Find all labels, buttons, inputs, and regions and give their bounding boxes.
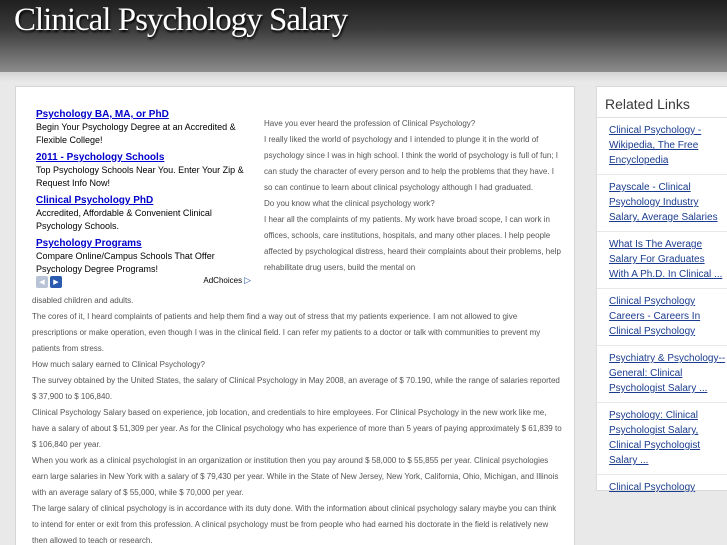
related-link-line[interactable]: Clinical Psychology <box>609 482 696 493</box>
related-link-line[interactable]: Clinical Psychology - <box>609 125 702 136</box>
related-link-item[interactable] <box>597 232 727 289</box>
related-link-line[interactable]: Psychology Industry <box>609 197 699 208</box>
related-link-item[interactable] <box>597 403 727 475</box>
intro-paragraph: Have you ever heard the profession of Clinical Psychology? <box>264 119 476 128</box>
related-link-item[interactable] <box>597 346 727 403</box>
ad-navigation <box>36 275 251 289</box>
body-paragraph: Clinical Psychology Salary based on experience, job location, and credentials to hire employees. For Clinical Psychology in the new work like me, have a salary of about $ 51,309 per year. As for the Clinical psychology who has experience of more than 5 years of paying approximately $ 61,839 to $ 106,840 per year. <box>32 408 562 449</box>
related-link-line[interactable]: Psychologist Salary ... <box>609 383 708 394</box>
intro-paragraph: I hear all the complaints of my patients. My work have broad scope, I can work in offices, schools, care institutions, hospitals, and many other places. I help people affected by psychological distress, heard their complaints about their problems, help rehabilitate drug users, build the mental on <box>264 215 561 272</box>
related-link-line[interactable]: Clinical Psychologist <box>609 440 701 451</box>
ad-unit <box>36 194 256 236</box>
related-link-line[interactable]: General: Clinical <box>609 368 683 379</box>
intro-paragraph: I really liked the world of psychology and I intended to plunge it in the world of psychology since I was in high school. I think the world of psychology is full of fun; I can study the character of every person and to help the problems that they have. I so can continue to learn about clinical psychology although I had graduated. <box>264 135 558 192</box>
body-paragraph: disabled children and adults. <box>32 296 134 305</box>
related-link-line[interactable]: Psychologist Salary, <box>609 425 699 436</box>
related-link-line[interactable]: Careers - Careers In <box>609 311 701 322</box>
related-link-item[interactable] <box>597 118 727 175</box>
intro-paragraph: Do you know what the clinical psychology work? <box>264 199 435 208</box>
related-link-item[interactable] <box>597 475 727 502</box>
ad-unit <box>36 108 256 150</box>
site-title[interactable]: Clinical Psychology Salary <box>14 2 348 38</box>
ad-block <box>36 108 256 280</box>
related-link-line[interactable]: Clinical Psychology <box>609 296 696 307</box>
sidebar-title: Related Links <box>605 96 690 112</box>
site-header <box>0 0 727 72</box>
adchoices-link[interactable] <box>203 275 251 286</box>
ad-text: Top Psychology Schools Near You. Enter Your Zip & Request Info Now! <box>36 165 244 188</box>
ad-title-link[interactable]: Psychology Programs <box>36 238 142 249</box>
body-paragraph: How much salary earned to Clinical Psychology? <box>32 360 205 369</box>
ad-text: Begin Your Psychology Degree at an Accredited & Flexible College! <box>36 122 236 145</box>
related-link-item[interactable] <box>597 175 727 232</box>
related-link-line[interactable]: Salary, Average Salaries <box>609 212 718 223</box>
related-link-line[interactable]: Psychiatry & Psychology-- <box>609 353 726 364</box>
related-link-line[interactable]: Salary ... <box>609 455 649 466</box>
ad-title-link[interactable]: 2011 - Psychology Schools <box>36 152 165 163</box>
intro-text <box>264 116 564 276</box>
header-divider <box>0 72 727 82</box>
body-paragraph: The large salary of clinical psychology is in accordance with its duty done. With the information about clinical psychology salary maybe you can think to intend for enter or exit from this profession. A clinical psychology must be from people who had earned his doctorate in the field is relatively new then allowed to teach or research. <box>32 504 557 545</box>
ad-prev-arrow-icon[interactable]: ◀ <box>36 276 48 288</box>
ad-title-link[interactable]: Clinical Psychology PhD <box>36 195 154 206</box>
related-link-line[interactable]: Payscale - Clinical <box>609 182 691 193</box>
related-link-line[interactable]: With A Ph.D. In Clinical ... <box>609 269 723 280</box>
article-body <box>32 293 562 545</box>
adchoices-icon: ▷ <box>244 275 251 285</box>
related-link-line[interactable]: What Is The Average <box>609 239 703 250</box>
ad-text: Accredited, Affordable & Convenient Clinical Psychology Schools. <box>36 208 212 231</box>
body-paragraph: When you work as a clinical psychologist in an organization or institution then you pay around $ 58,000 to $ 55,855 per year. Clinical psychologies earn large salaries in New York with a salary of $ 79,430 per year. While in the State of New Jersey, New York, California, Ohio, Michigan, and Illinois with an average salary of $ 55,000, while $ 70,000 per year. <box>32 456 559 497</box>
sidebar <box>596 86 727 491</box>
ad-title-link[interactable]: Psychology BA, MA, or PhD <box>36 109 169 120</box>
related-link-item[interactable] <box>597 289 727 346</box>
related-link-line[interactable]: Wikipedia, The Free <box>609 140 699 151</box>
related-links-list <box>597 118 727 502</box>
adchoices-label: AdChoices <box>203 276 243 285</box>
ad-unit <box>36 237 256 279</box>
ad-unit <box>36 151 256 193</box>
ad-next-arrow-icon[interactable]: ▶ <box>50 276 62 288</box>
related-link-line[interactable]: Clinical Psychology <box>609 326 696 337</box>
related-link-line[interactable]: Salary For Graduates <box>609 254 705 265</box>
related-link-line[interactable]: Encyclopedia <box>609 155 669 166</box>
main-content <box>15 86 575 545</box>
ad-text: Compare Online/Campus Schools That Offer Psychology Degree Programs! <box>36 251 215 274</box>
related-link-line[interactable]: Psychology: Clinical <box>609 410 698 421</box>
body-paragraph: The survey obtained by the United States, the salary of Clinical Psychology in May 2008, an average of $ 70.190, while the range of salaries reported $ 37,900 to $ 106,840. <box>32 376 560 401</box>
body-paragraph: The cores of it, I heard complaints of patients and help them find a way out of stress that my patients experience. I am not allowed to give prescriptions or make operation, even though I was in the clinical field. I can refer my patients to a doctor or talk with communities to prevent my patients from stress. <box>32 312 541 353</box>
